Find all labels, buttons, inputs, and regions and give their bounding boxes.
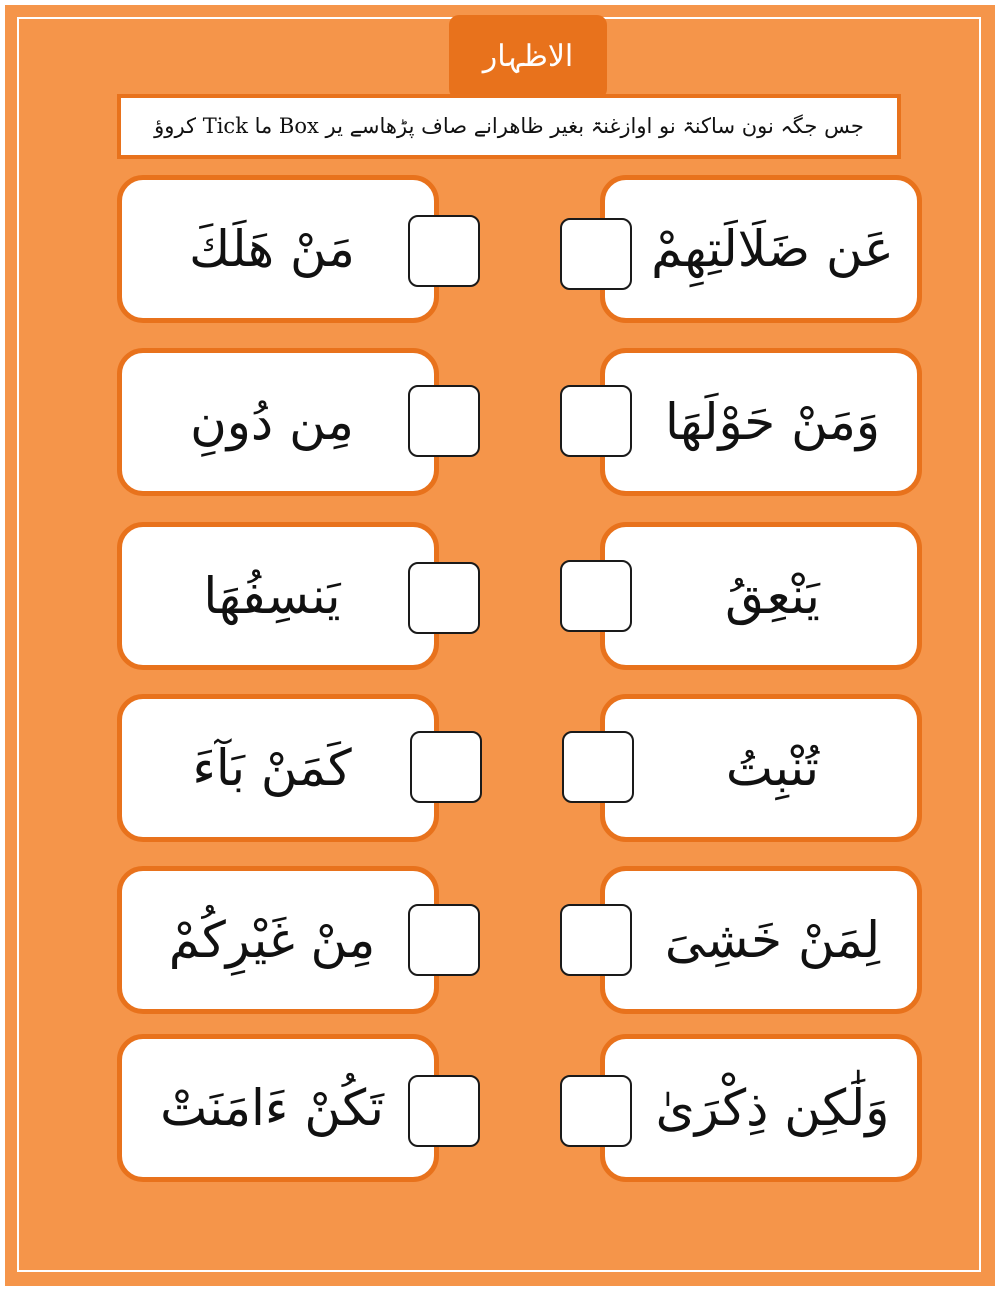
- checkbox-right-5[interactable]: [560, 904, 632, 976]
- word-text: عَن ضَلَالَتِهِمْ: [651, 220, 894, 278]
- checkbox-left-3[interactable]: [408, 562, 480, 634]
- checkbox-right-3[interactable]: [560, 560, 632, 632]
- word-text: وَمَنْ حَوْلَهَا: [664, 393, 881, 451]
- word-card-left-5: [117, 866, 439, 1014]
- checkbox-right-1[interactable]: [560, 218, 632, 290]
- word-text: لِمَنْ خَشِىَ: [664, 911, 881, 969]
- word-card-left-2: [117, 348, 439, 496]
- word-text: مِنْ غَيْرِكُمْ: [168, 911, 376, 969]
- word-text: تَكُنْ ءَامَنَتْ: [160, 1079, 384, 1137]
- word-card-left-1: [117, 175, 439, 323]
- checkbox-right-4[interactable]: [562, 731, 634, 803]
- checkbox-right-6[interactable]: [560, 1075, 632, 1147]
- checkbox-left-4[interactable]: [410, 731, 482, 803]
- checkbox-right-2[interactable]: [560, 385, 632, 457]
- word-card-right-6: [600, 1034, 922, 1182]
- word-card-right-4: [600, 694, 922, 842]
- word-text: يَنْعِقُ: [725, 567, 820, 625]
- word-card-left-4: [117, 694, 439, 842]
- word-text: كَمَنْ بَآءَ: [192, 739, 352, 797]
- word-card-right-1: [600, 175, 922, 323]
- checkbox-left-2[interactable]: [408, 385, 480, 457]
- word-text: مَنْ هَلَكَ: [189, 220, 355, 278]
- word-text: وَلَٰكِن ذِكْرَىٰ: [655, 1079, 890, 1137]
- checkbox-left-5[interactable]: [408, 904, 480, 976]
- checkbox-left-6[interactable]: [408, 1075, 480, 1147]
- word-card-left-3: [117, 522, 439, 670]
- word-card-right-2: [600, 348, 922, 496]
- word-card-right-3: [600, 522, 922, 670]
- word-text: يَنسِفُهَا: [203, 567, 341, 625]
- word-text: مِن دُونِ: [190, 393, 354, 451]
- word-text: تُنْبِتُ: [725, 739, 820, 797]
- instruction-text: جس جگہ نون ساکنۃ نو اوازغنۃ بغیر ظاھرانے صاف پڑھاسے یر Box ما Tick کروؤ: [117, 94, 901, 159]
- checkbox-left-1[interactable]: [408, 215, 480, 287]
- word-card-left-6: [117, 1034, 439, 1182]
- worksheet-title: الاظہار: [449, 15, 607, 99]
- word-card-right-5: [600, 866, 922, 1014]
